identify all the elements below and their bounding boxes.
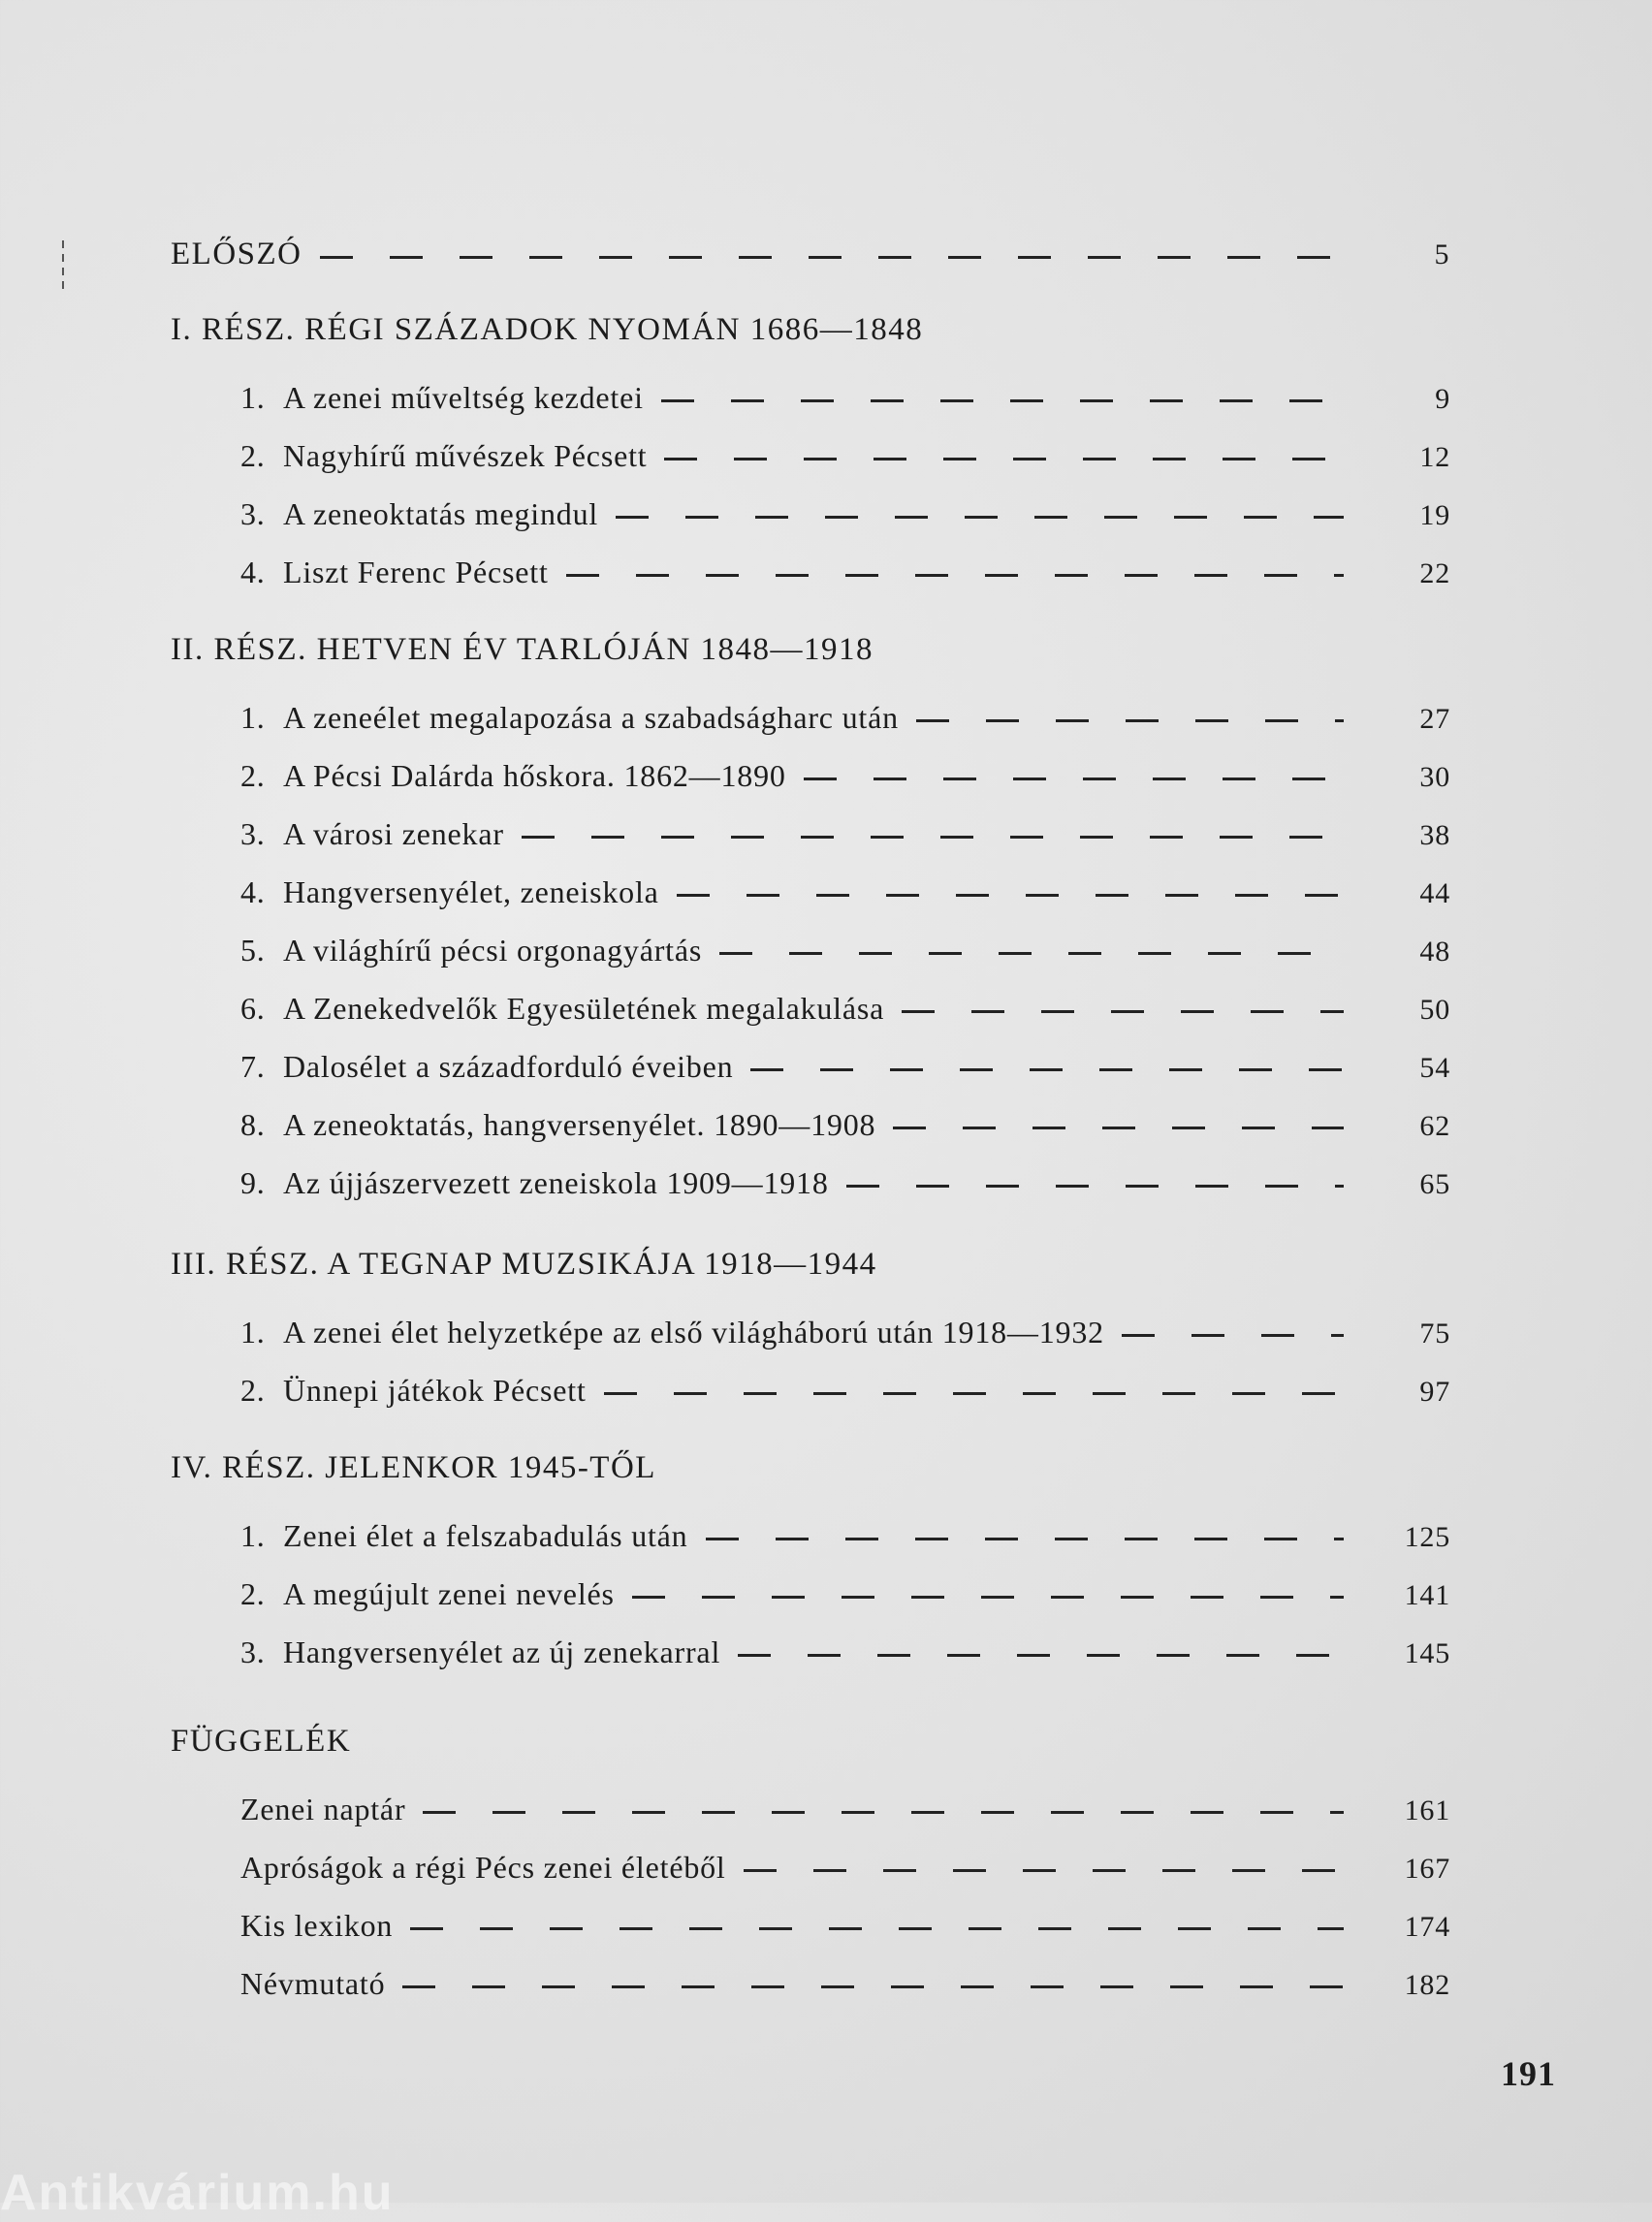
page-number: 191 [1501, 2054, 1556, 2093]
dash-leader [706, 1538, 1345, 1540]
toc-entry [240, 1518, 1450, 1554]
entry-title: A zeneoktatás, hangversenyélet. 1890—1908 [283, 1107, 876, 1142]
dash-leader [677, 894, 1344, 897]
entry-number: 1. [240, 700, 266, 735]
toc-entry [240, 496, 1450, 532]
toc-entry [240, 1576, 1450, 1612]
entry-title: Zenei naptár [240, 1792, 406, 1826]
entry-number: 4. [240, 874, 266, 909]
entry-title: A zenei élet helyzetképe az első világháború után 1918—1932 [283, 1315, 1104, 1349]
part-heading-3: III. RÉSZ. A TEGNAP MUZSIKÁJA 1918—1944 [171, 1247, 877, 1282]
margin-mark [62, 240, 64, 293]
entry-page: 30 [1419, 761, 1450, 793]
entry-number: 2. [240, 1576, 266, 1611]
entry-title: Az újjászervezett zeneiskola 1909—1918 [283, 1165, 829, 1200]
dash-leader [719, 952, 1344, 955]
entry-page: 38 [1419, 819, 1450, 851]
toc-entry [240, 991, 1450, 1027]
entry-title: A Pécsi Dalárda hőskora. 1862—1890 [283, 758, 786, 793]
entry-page: 62 [1419, 1110, 1450, 1142]
dash-leader [744, 1869, 1344, 1872]
entry-number: 3. [240, 1635, 266, 1669]
dash-leader [661, 399, 1344, 402]
entry-title: Kis lexikon [240, 1908, 394, 1943]
entry-number: 1. [240, 1315, 266, 1349]
entry-title: A zenei műveltség kezdetei [283, 380, 644, 415]
entry-page: 54 [1419, 1052, 1450, 1084]
dash-leader [916, 719, 1344, 722]
toc-entry [240, 1165, 1450, 1201]
entry-number: 5. [240, 933, 266, 968]
entry-page: 97 [1419, 1376, 1450, 1408]
dash-leader [893, 1127, 1344, 1129]
dash-leader [522, 836, 1344, 839]
dash-leader [604, 1392, 1344, 1395]
dash-leader [846, 1185, 1344, 1188]
entry-page: 19 [1419, 499, 1450, 531]
entry-page: 48 [1419, 936, 1450, 968]
part-heading-2: II. RÉSZ. HETVEN ÉV TARLÓJÁN 1848—1918 [171, 632, 874, 667]
toc-entry [240, 874, 1450, 910]
toc-entry [240, 758, 1450, 794]
entry-title: Liszt Ferenc Pécsett [283, 555, 549, 589]
entry-title: Nagyhírű művészek Pécsett [283, 438, 648, 473]
entry-page: 5 [1434, 238, 1450, 270]
entry-title: A Zenekedvelők Egyesületének megalakulása [283, 991, 885, 1026]
entry-title: A városi zenekar [283, 816, 504, 851]
part-heading-1: I. RÉSZ. RÉGI SZÁZADOK NYOMÁN 1686—1848 [171, 312, 924, 347]
toc-entry [240, 1966, 1450, 2002]
entry-page: 12 [1419, 441, 1450, 473]
entry-number: 2. [240, 438, 266, 473]
entry-number: 3. [240, 496, 266, 531]
toc-entry [240, 933, 1450, 968]
toc-entry [240, 1850, 1450, 1886]
table-of-contents [171, 0, 1450, 2203]
dash-leader [320, 256, 1345, 259]
entry-title: Apróságok a régi Pécs zenei életéből [240, 1850, 726, 1885]
toc-entry [240, 438, 1450, 474]
dash-leader [1122, 1334, 1344, 1337]
appendix-heading: FÜGGELÉK [171, 1724, 352, 1759]
entry-page: 50 [1419, 994, 1450, 1026]
dash-leader [738, 1654, 1344, 1657]
entry-page: 9 [1435, 383, 1450, 415]
toc-entry [240, 1315, 1450, 1350]
entry-title: Hangversenyélet, zeneiskola [283, 874, 659, 909]
dash-leader [750, 1068, 1344, 1071]
dash-leader [902, 1010, 1344, 1013]
dash-leader [804, 778, 1344, 780]
entry-number: 1. [240, 380, 266, 415]
entry-page: 161 [1404, 1794, 1450, 1826]
toc-entry [240, 1049, 1450, 1085]
entry-title: Ünnepi játékok Pécsett [283, 1373, 587, 1408]
entry-title: Névmutató [240, 1966, 386, 2001]
entry-page: 167 [1404, 1853, 1450, 1885]
dash-leader [402, 1985, 1344, 1988]
entry-number: 4. [240, 555, 266, 589]
entry-page: 174 [1404, 1911, 1450, 1943]
entry-number: 2. [240, 1373, 266, 1408]
entry-title: Dalosélet a századforduló éveiben [283, 1049, 734, 1084]
dash-leader [616, 516, 1344, 519]
toc-entry [240, 380, 1450, 416]
toc-entry [240, 1107, 1450, 1143]
toc-entry-foreword [171, 237, 1450, 272]
toc-entry [240, 1635, 1450, 1670]
entry-title: Zenei élet a felszabadulás után [283, 1518, 688, 1553]
toc-entry [240, 555, 1450, 590]
entry-page: 75 [1419, 1317, 1450, 1349]
entry-title: ELŐSZÓ [171, 237, 302, 271]
entry-number: 1. [240, 1518, 266, 1553]
entry-number: 2. [240, 758, 266, 793]
entry-number: 7. [240, 1049, 266, 1084]
toc-entry [240, 1792, 1450, 1827]
dash-leader [632, 1596, 1344, 1599]
entry-page: 141 [1404, 1579, 1450, 1611]
entry-title: A megújult zenei nevelés [283, 1576, 615, 1611]
part-heading-4: IV. RÉSZ. JELENKOR 1945-TŐL [171, 1450, 656, 1485]
entry-page: 27 [1419, 703, 1450, 735]
watermark: Antikvárium.hu [0, 2165, 395, 2221]
entry-number: 3. [240, 816, 266, 851]
entry-number: 6. [240, 991, 266, 1026]
entry-page: 125 [1404, 1521, 1450, 1553]
entry-number: 8. [240, 1107, 266, 1142]
entry-title: A zeneélet megalapozása a szabadságharc után [283, 700, 899, 735]
dash-leader [664, 458, 1344, 460]
entry-number: 9. [240, 1165, 266, 1200]
entry-page: 65 [1419, 1168, 1450, 1200]
dash-leader [410, 1927, 1344, 1930]
toc-entry [240, 1908, 1450, 1944]
toc-entry [240, 1373, 1450, 1409]
dash-leader [423, 1811, 1344, 1814]
entry-page: 22 [1419, 557, 1450, 589]
entry-page: 182 [1404, 1969, 1450, 2001]
dash-leader [566, 574, 1344, 577]
entry-title: A zeneoktatás megindul [283, 496, 599, 531]
entry-title: A világhírű pécsi orgonagyártás [283, 933, 703, 968]
toc-entry [240, 700, 1450, 736]
entry-page: 44 [1419, 877, 1450, 909]
toc-entry [240, 816, 1450, 852]
entry-page: 145 [1404, 1637, 1450, 1669]
entry-title: Hangversenyélet az új zenekarral [283, 1635, 721, 1669]
